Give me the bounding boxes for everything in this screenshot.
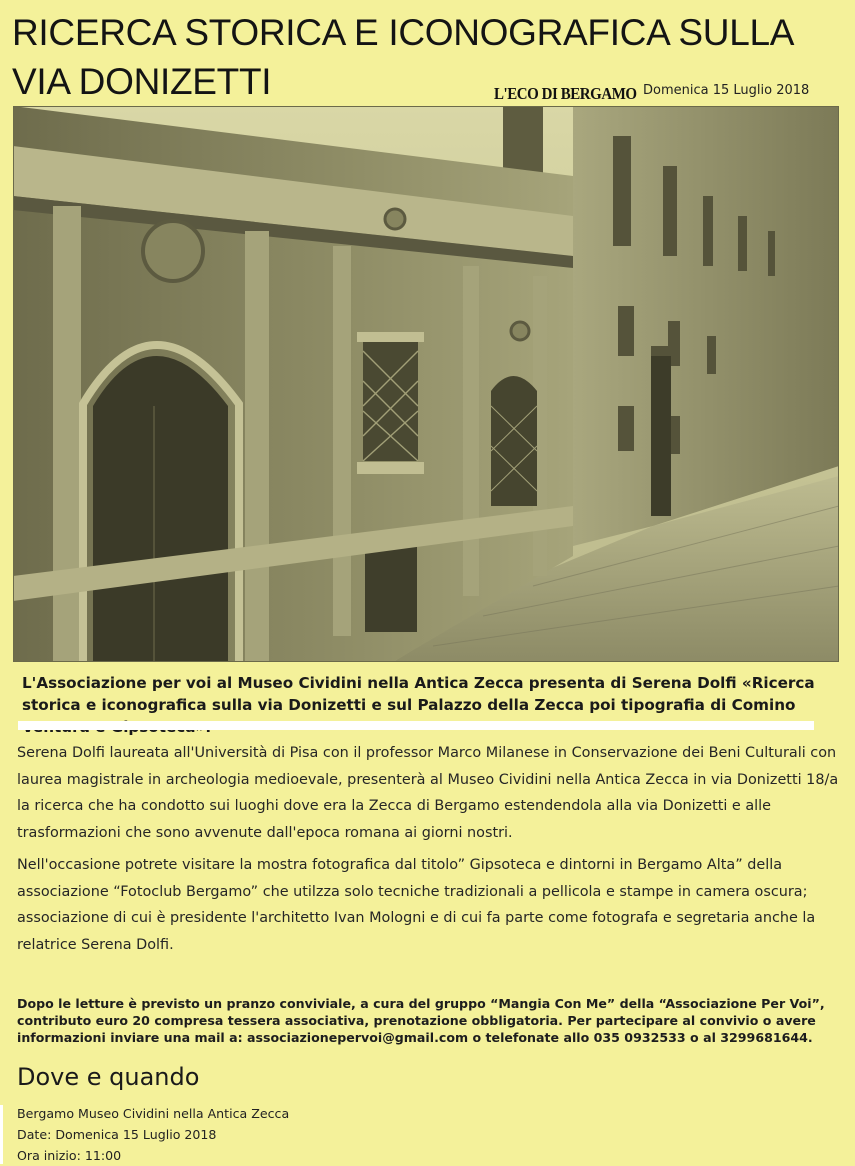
where-when-heading: Dove e quando bbox=[17, 1063, 200, 1091]
street-photo bbox=[13, 106, 839, 662]
lunch-info: Dopo le letture è previsto un pranzo conviviale, a cura del gruppo “Mangia Con Me” della “Associazione Per Voi”, contributo euro 20 compresa tessera associativa, prenotazione obbligatoria. Per partecipare al convivio o avere informazioni inviare una mail a: associazionepervoi@gmail.com o telefonate allo 035 0932533 o al 3299681644. bbox=[17, 996, 825, 1045]
article-body bbox=[17, 740, 852, 964]
divider bbox=[18, 721, 814, 730]
event-place: Bergamo Museo Cividini nella Antica Zecca bbox=[17, 1106, 290, 1121]
body-paragraph-1: Serena Dolfi laureata all'Università di Pisa con il professor Marco Milanese in Conservazione dei Beni Culturali con laurea magistrale in archeologia medioevale, presenterà al Museo Cividini nella Antica Zecca in via Donizetti 18/a la ricerca che ha condotto sui luoghi dove era la Zecca di Bergamo estendendola alla via Donizetti e alle trasformazioni che sono avvenute dall'epoca romana ai giorni nostri. bbox=[17, 745, 839, 841]
publication-date: Domenica 15 Luglio 2018 bbox=[643, 83, 810, 98]
event-details bbox=[17, 1103, 517, 1166]
body-paragraph-2: Nell'occasione potrete visitare la mostra fotografica dal titolo” Gipsoteca e dintorni in Bergamo Alta” della associazione “Fotoclub Bergamo” che utilzza solo tecniche tradizionali a pellicola e stampe in camera oscura; associazione di cui è presidente l'architetto Ivan Mologni e di cui fa parte come fotografa e segretaria anche la relatrice Serena Dolfi. bbox=[17, 857, 816, 953]
margin-mark bbox=[0, 1105, 3, 1164]
intro-paragraph: L'Associazione per voi al Museo Cividini nella Antica Zecca presenta di Serena Dolfi «Ricerca storica e iconografica sulla via Donizetti e sul Palazzo della Zecca poi tipografia di Comino bbox=[22, 674, 815, 714]
event-date: Date: Domenica 15 Luglio 2018 bbox=[17, 1127, 217, 1142]
article-title: RICERCA STORICA E ICONOGRAFICA SULLA VIA DONIZETTI bbox=[12, 12, 793, 102]
event-time: Ora inizio: 11:00 bbox=[17, 1148, 122, 1163]
newspaper-masthead: L'ECO DI BERGAMO bbox=[494, 84, 637, 103]
